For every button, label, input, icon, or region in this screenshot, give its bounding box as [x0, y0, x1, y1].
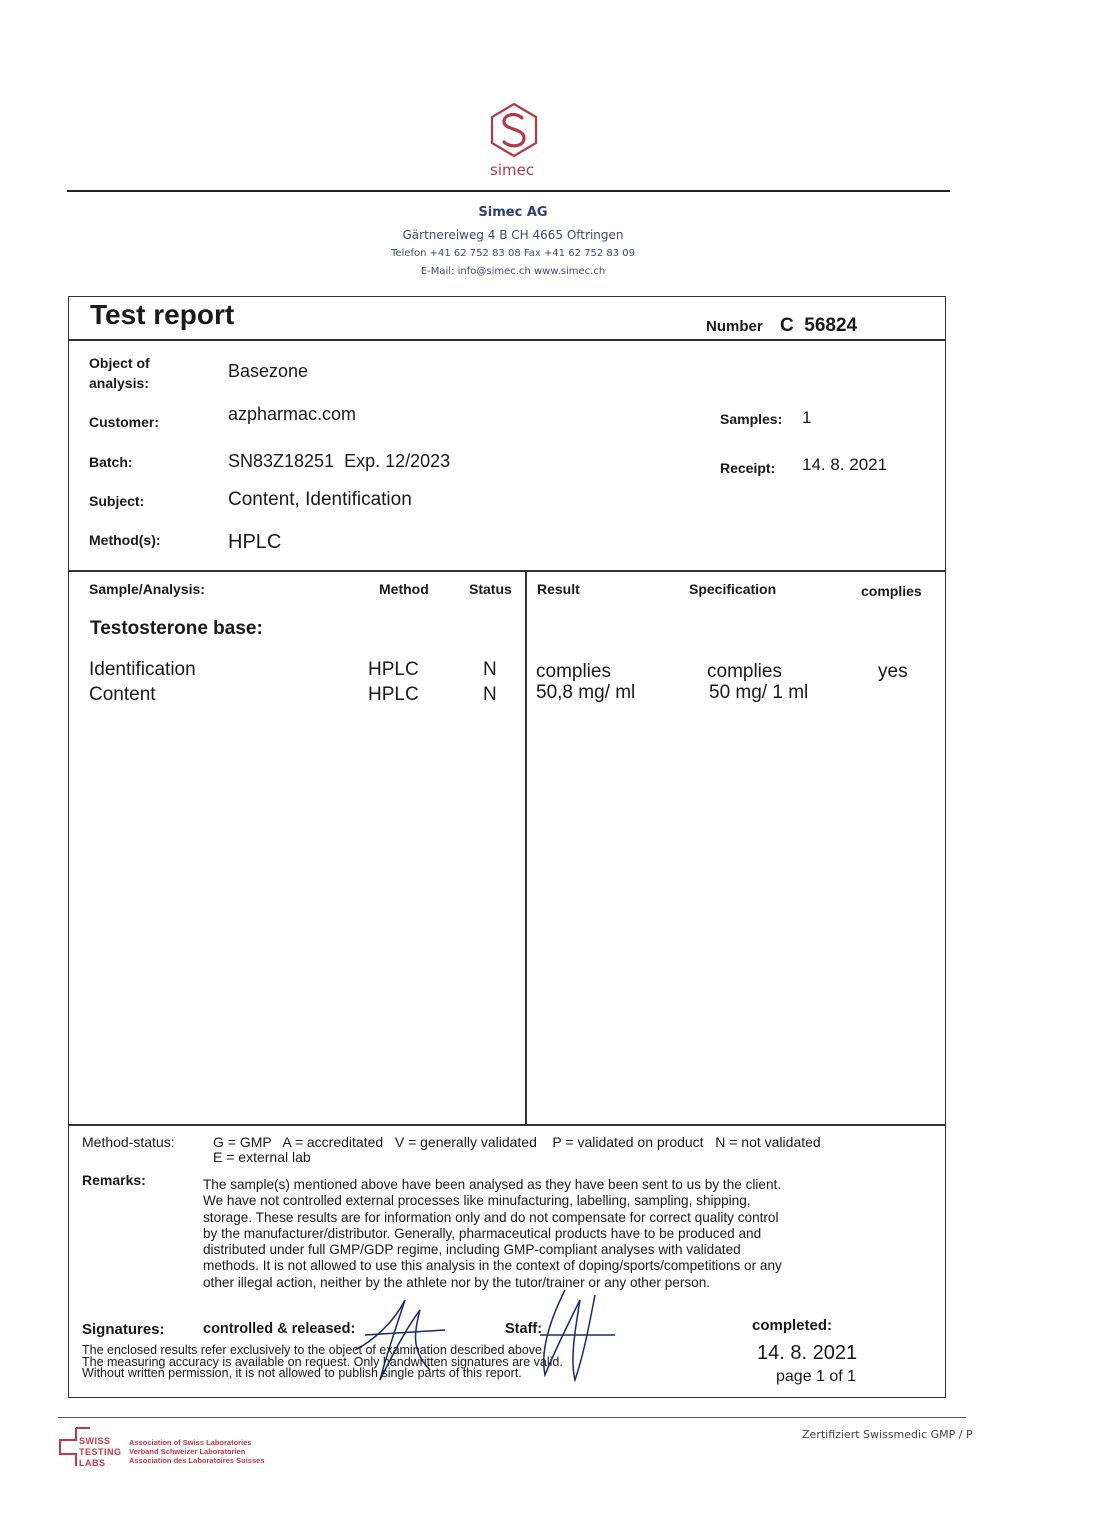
table-row-1-specification: complies [707, 661, 782, 682]
col-header-sample: Sample/Analysis: [89, 581, 205, 597]
subject-value: Content, Identification [228, 489, 412, 510]
title-divider [68, 339, 946, 341]
company-address: Gärtnereiweg 4 B CH 4665 Oftringen [402, 228, 624, 242]
subject-label: Subject: [89, 493, 145, 509]
col-header-method: Method [379, 581, 429, 597]
batch-value: SN83Z18251 Exp. 12/2023 [228, 451, 451, 471]
footer-divider [58, 1417, 966, 1418]
samples-label: Samples: [720, 411, 783, 427]
report-title: Test report [90, 299, 235, 330]
table-row-1-complies: yes [878, 661, 908, 682]
customer-value: azpharmac.com [228, 404, 357, 424]
method-status-line1: G = GMP A = accreditated V = generally validated P = validated on product N = not validated [213, 1134, 821, 1150]
table-row-2-specification: 50 mg/ 1 ml [709, 682, 809, 703]
swiss-line-3: LABS [79, 1458, 106, 1468]
receipt-value: 14. 8. 2021 [802, 455, 888, 474]
remarks-line-6: methods. It is not allowed to use this analysis in the context of doping/sports/competitions or any [203, 1258, 782, 1274]
object-label-2: analysis: [89, 375, 149, 391]
logo-text: simec [490, 161, 535, 179]
signature-notes [82, 1345, 563, 1380]
batch-label: Batch: [89, 454, 133, 470]
samples-value: 1 [802, 408, 812, 427]
remarks-line-2: We have not controlled external processes like minufacturing, labelling, sampling, shipping, [203, 1193, 751, 1209]
info-divider [68, 570, 946, 572]
remarks-line-1: The sample(s) mentioned above have been analysed as they have been sent to us by the client. [203, 1177, 782, 1192]
signature-note-3: Without written permission, it is not allowed to publish single parts of this report. [82, 1366, 522, 1380]
company-phone: Telefon +41 62 752 83 08 Fax +41 62 752 83 09 [390, 248, 636, 259]
company-email: E-Mail: info@simec.ch www.simec.ch [420, 266, 606, 277]
group-title: Testosterone base: [90, 618, 263, 639]
report-number-label: Number [706, 318, 763, 335]
completed-date: 14. 8. 2021 [757, 1342, 858, 1364]
simec-logo-icon [486, 100, 542, 164]
association-line-2: Verband Schweizer Laboratorien [129, 1447, 246, 1456]
table-row-1-status: N [483, 659, 497, 680]
remarks-text [203, 1177, 782, 1291]
remarks-line-5: distributed under full GMP/GDP regime, including GMP-compliant analyses with validated [203, 1242, 741, 1258]
method-status-line2: E = external lab [213, 1149, 311, 1165]
table-row-2-result: 50,8 mg/ ml [536, 682, 636, 703]
signature-staff [520, 1280, 630, 1390]
swiss-line-1: SWISS [79, 1436, 111, 1446]
table-row-1-method: HPLC [368, 659, 419, 680]
table-row-2-status: N [483, 684, 497, 705]
method-status-label: Method-status: [82, 1134, 175, 1150]
table-row-1-analysis: Identification [89, 659, 196, 680]
customer-label: Customer: [89, 414, 160, 430]
swiss-line-2: TESTING [79, 1447, 122, 1457]
swiss-testing-text [79, 1436, 122, 1468]
table-row-2-method: HPLC [368, 684, 419, 705]
signature-note-1: The enclosed results refer exclusively to the object of examination described above. [82, 1343, 546, 1357]
col-header-result: Result [537, 581, 580, 597]
receipt-label: Receipt: [720, 460, 776, 476]
signature-note-2: The measuring accuracy is available on request. Only handwritten signatures are valid. [82, 1354, 563, 1369]
report-number-value: C 56824 [780, 315, 858, 336]
table-row-1-result: complies [536, 661, 611, 682]
col-header-specification: Specification [689, 581, 777, 597]
header-divider [67, 190, 950, 192]
association-line-1: Association of Swiss Laboratories [129, 1438, 252, 1447]
method-label: Method(s): [89, 532, 161, 548]
table-row-2-analysis: Content [89, 684, 156, 705]
col-header-status: Status [469, 581, 512, 597]
table-center-divider [525, 571, 527, 1124]
association-text [129, 1438, 264, 1465]
certification-text: Zertifiziert Swissmedic GMP / P [802, 1428, 973, 1441]
table-bottom-divider [68, 1124, 946, 1126]
remarks-label: Remarks: [82, 1172, 146, 1188]
controlled-released-label: controlled & released: [203, 1321, 356, 1337]
page-number: page 1 of 1 [776, 1368, 857, 1385]
signatures-label: Signatures: [82, 1321, 165, 1338]
remarks-line-4: by the manufacturer/distributor. Generally, pharmaceutical products have to be produced and [203, 1225, 762, 1241]
method-value: HPLC [228, 531, 282, 553]
company-name: Simec AG [478, 205, 548, 220]
completed-label: completed: [752, 1317, 833, 1334]
remarks-line-7: other illegal action, neither by the athlete nor by the tutor/trainer or any other person. [203, 1274, 711, 1290]
object-value: Basezone [228, 361, 309, 381]
remarks-line-3: storage. These results are for information only and do not compensate for correct quality control [203, 1209, 779, 1225]
staff-label: Staff: [505, 1321, 543, 1337]
object-label-1: Object of [89, 355, 150, 371]
col-header-complies: complies [861, 583, 922, 599]
signature-controlled [335, 1290, 455, 1390]
association-line-3: Association des Laboratoires Suisses [129, 1456, 265, 1465]
